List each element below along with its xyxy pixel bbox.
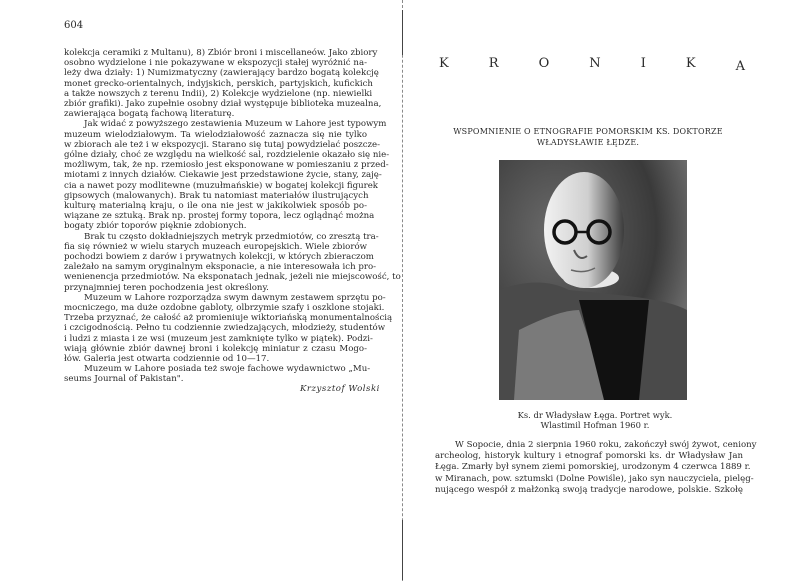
- text-line: Muzeum w Lahore posiada też swoje fachowe wydawnictwo „Mu-: [84, 364, 371, 375]
- text-line: możliwym, tak, że np. rzemiosło jest eksponowane w pomieszaniu z przed-: [64, 160, 389, 171]
- text-line: Brak tu często dokładniejszych metryk przedmiotów, co zresztą tra-: [84, 231, 379, 242]
- text-line: i czcigodnością. Pełno tu codziennie zwiedzających, młodzieży, studentów: [64, 323, 386, 334]
- page-gutter-edge: [402, 10, 403, 55]
- text-line: zależało na samym oryginalnym eksponacie, a nie interesowała ich pro-: [64, 262, 377, 273]
- article-title-line: WSPOMNIENIE O ETNOGRAFIE POMORSKIM KS. DOKTORZE: [453, 127, 723, 136]
- text-line: a także nowszych z terenu Indii), 2) Kolekcje wydzielone (np. niewielki: [64, 88, 373, 99]
- text-line: monet grecko-orientalnych, indyjskich, perskich, partyjskich, kufickich: [64, 78, 373, 89]
- section-heading: [439, 56, 745, 74]
- text-line: przynajmniej teren pochodzenia jest określony.: [64, 282, 269, 293]
- text-line: cia a nawet pozy modlitewne (muzułmańskie) w bogatej kolekcji figurek: [64, 180, 379, 191]
- text-line: fia się również w wielu starych muzeach europejskich. Wiele zbiorów: [64, 241, 367, 252]
- text-line: Jak widać z powyższego zestawienia Muzeum w Lahore jest typowym: [84, 119, 387, 130]
- text-line: Łęga. Zmarły był synem ziemi pomorskiej, urodzonym 4 czerwca 1889 r.: [435, 462, 751, 473]
- page-gutter: [402, 0, 403, 581]
- text-line: miotami z innych działów. Ciekawie jest przedstawione życie, stany, zaję-: [64, 170, 382, 181]
- text-line: osobno wydzielone i nie pokazywane w ekspozycji stałej wyróżnić na-: [64, 58, 367, 69]
- photo-caption-line: Wlastimil Hofman 1960 r.: [540, 420, 650, 430]
- text-line: seums Journal of Pakistan".: [64, 374, 184, 385]
- section-heading-letter: I: [640, 56, 646, 71]
- text-line: wiązane ze sztuką. Brak np. prostej formy topora, lecz oglądnąć można: [64, 211, 375, 222]
- text-line: W Sopocie, dnia 2 sierpnia 1960 roku, zakończył swój żywot, ceniony: [455, 440, 757, 450]
- text-line: muzeum wielodziałowym. Ta wielodziałowość zaznacza się nie tylko: [64, 129, 367, 140]
- text-line: w Miranach, pow. sztumski (Dolne Powiśle), jako syn nauczyciela, pielęg-: [435, 473, 754, 484]
- text-line: archeolog, historyk kultury i etnograf pomorski ks. dr Władysław Jan: [435, 451, 743, 462]
- text-line: nującego wespół z małżonką swoją tradycje narodowe, polskie. Szkołę: [435, 484, 743, 495]
- text-line: zbiór grafiki). Jako zupełnie osobny dział występuje biblioteka muzealna,: [64, 99, 382, 109]
- page-number: 604: [64, 20, 84, 31]
- author-signature: Krzysztof Wolski: [300, 384, 380, 394]
- section-heading-letter: K: [685, 56, 696, 71]
- text-line: gipsowych (malowanych). Brak tu natomiast materiałów ilustrujących: [64, 190, 369, 201]
- text-line: wenienencja przedmiotów. Na eksponatach jednak, jeżeli nie miejscowość, to: [64, 272, 401, 283]
- text-line: Muzeum w Lahore rozporządza swym dawnym zestawem sprzętu po-: [84, 292, 386, 303]
- text-line: leży dwa działy: 1) Numizmatyczny (zawierający bardzo bogatą kolekcję: [64, 68, 379, 79]
- text-line: w zbiorach ale też i w ekspozycji. Starano się tutaj powydzielać poszcze-: [64, 139, 381, 150]
- section-heading-letter: K: [439, 56, 449, 71]
- section-heading-letter: O: [538, 56, 550, 71]
- portrait-photo: [499, 160, 687, 400]
- section-heading-letter: N: [589, 56, 601, 71]
- text-line: mocniczego, ma duże ozdobne gabloty, olbrzymie szafy i oszklone stojaki.: [64, 303, 385, 313]
- section-heading-letter: A: [735, 59, 745, 74]
- text-line: bogaty zbiór toporów pięknie zdobionych.: [64, 221, 247, 232]
- page-gutter-edge: [402, 520, 403, 580]
- text-line: kolekcja ceramiki z Multanu), 8) Zbiór broni i miscellaneów. Jako zbiory: [64, 48, 378, 58]
- text-line: Trzeba przyznać, że całość aż promieniuje wiktoriańską monumentalnością: [64, 313, 393, 324]
- text-line: zawierająca bogatą fachową literaturę.: [64, 109, 235, 120]
- section-heading-letter: R: [488, 56, 499, 71]
- article-title-line: WŁADYSŁAWIE ŁĘDZE.: [536, 138, 640, 147]
- text-line: i ludzi z miasta i ze wsi (muzeum jest zamknięte tylko w piątek). Podzi-: [64, 333, 373, 344]
- photo-caption-line: Ks. dr Władysław Łęga. Portret wyk.: [517, 410, 673, 420]
- text-line: łów. Galeria jest otwarta codziennie od 10—17.: [64, 354, 270, 364]
- text-line: gólne działy, choć ze względu na wielkość sal, rozdzielenie okazało się nie-: [64, 150, 390, 160]
- text-line: pochodzi bowiem z darów i prywatnych kolekcji, w których zbieraczom: [64, 252, 374, 262]
- text-line: kulturę materialną kraju, o ile ona nie jest w jakikolwiek sposób po-: [64, 201, 367, 211]
- text-line: wiają głównie zbiór dawnej broni i kolekcję miniatur z czasu Mogo-: [64, 343, 367, 354]
